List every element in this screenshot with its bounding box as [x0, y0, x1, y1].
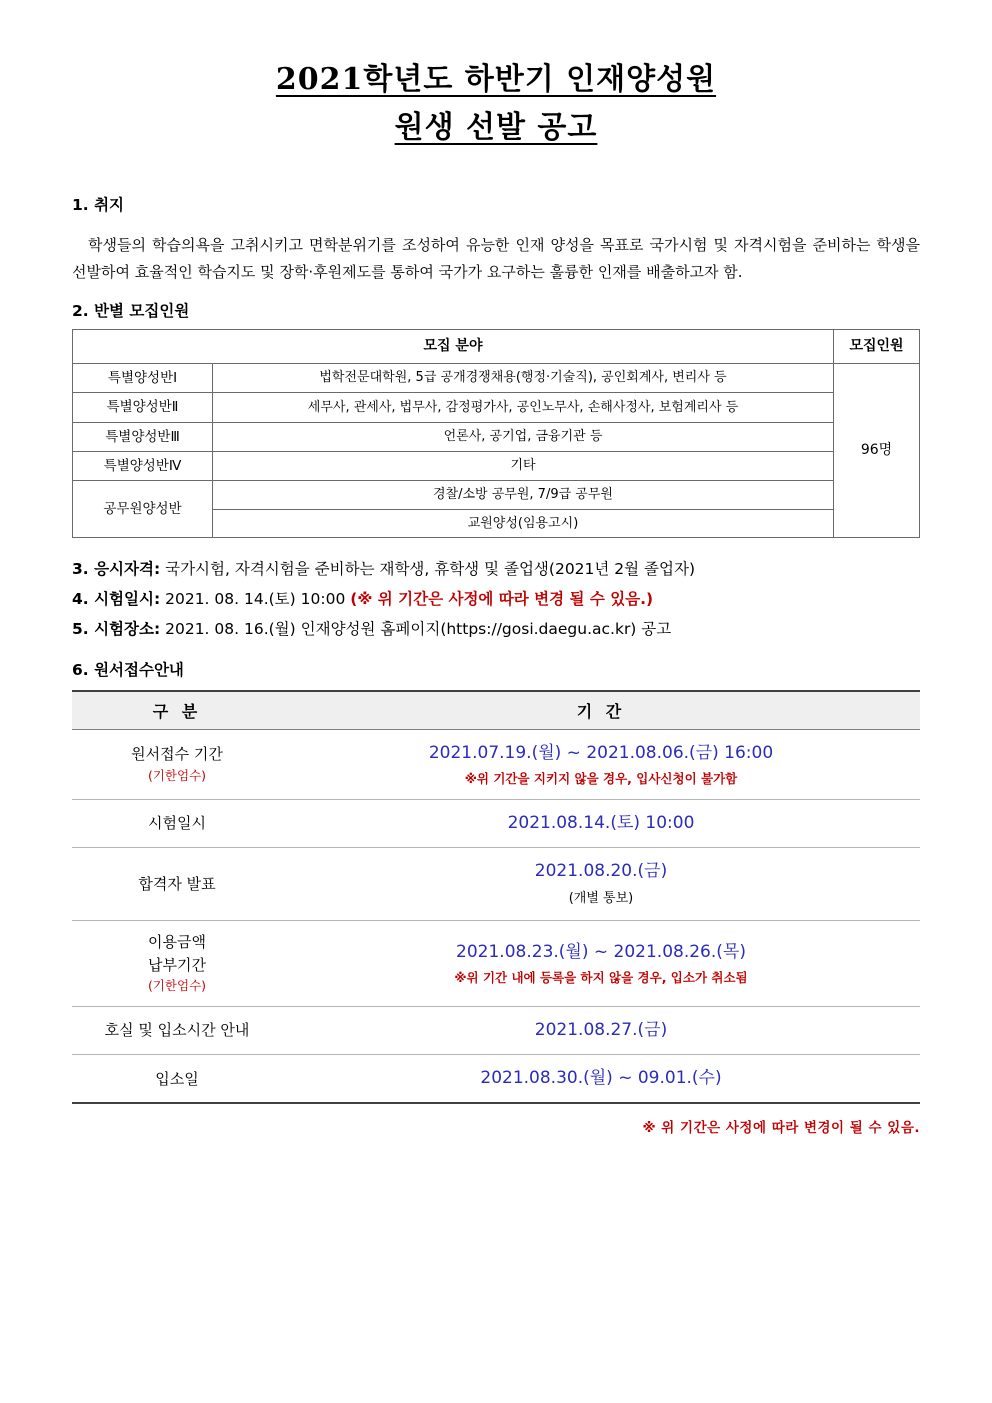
schedule-header-period: 기 간 [282, 691, 920, 730]
section-exam-datetime [72, 584, 920, 614]
schedule-period-text: 2021.08.23.(월) ~ 2021.08.26.(목) [456, 942, 746, 963]
table-row [72, 800, 920, 848]
table-row [72, 1055, 920, 1104]
section-application-heading: 6. 원서접수안내 [72, 660, 184, 679]
schedule-gubun [72, 848, 282, 921]
title-text-2: 원생 선발 공고 [394, 110, 598, 145]
schedule-gubun [72, 1055, 282, 1104]
section-exam-datetime-text: 2021. 08. 14.(토) 10:00 [165, 590, 346, 609]
quota-class: 특별양성반Ⅱ [73, 393, 213, 422]
quota-header-field: 모집 분야 [73, 330, 834, 364]
schedule-gubun-text: 합격자 발표 [138, 875, 216, 894]
section-quota-heading: 2. 반별 모집인원 [72, 301, 190, 320]
schedule-gubun-sub: (기한엄수) [147, 767, 207, 783]
title-text-1: 2021학년도 하반기 인재양성원 [275, 62, 717, 97]
schedule-gubun-text: 원서접수 기간 [131, 745, 223, 764]
table-row [73, 393, 920, 422]
schedule-gubun-text-line2: 납부기간 [148, 955, 206, 974]
quota-table-header-row [73, 330, 920, 364]
section-exam-place-label: 5. 시험장소: [72, 620, 161, 639]
schedule-header-gubun: 구 분 [72, 691, 282, 730]
quota-class: 특별양성반Ⅳ [73, 451, 213, 480]
table-row [73, 364, 920, 393]
schedule-period [282, 1007, 920, 1055]
quota-class: 특별양성반Ⅲ [73, 422, 213, 451]
table-row [72, 848, 920, 921]
schedule-period-text: 2021.08.14.(토) 10:00 [507, 813, 695, 834]
table-row [73, 481, 920, 510]
schedule-gubun [72, 729, 282, 799]
quota-field: 법학전문대학원, 5급 공개경쟁채용(행정·기술직), 공인회계사, 변리사 등 [213, 364, 834, 393]
quota-field: 경찰/소방 공무원, 7/9급 공무원 [213, 481, 834, 510]
schedule-period-text: 2021.07.19.(월) ~ 2021.08.06.(금) 16:00 [428, 742, 774, 763]
quota-field: 언론사, 공기업, 금융기관 등 [213, 422, 834, 451]
section-exam-place-text: 2021. 08. 16.(월) 인재양성원 홈페이지(https://gosi.daegu.ac.kr) 공고 [165, 620, 672, 639]
quota-class: 특별양성반Ⅰ [73, 364, 213, 393]
schedule-gubun [72, 800, 282, 848]
section-purpose-body: 학생들의 학습의욕을 고취시키고 면학분위기를 조성하여 유능한 인재 양성을 목표로 국가시험 및 자격시험을 준비하는 학생을 선발하여 효율적인 학습지도 및 장학·후원제도를 통하여 국가가 요구하는 훌륭한 인재를 배출하고자 함. [72, 236, 920, 281]
title-line-2 [72, 104, 920, 152]
schedule-gubun [72, 1007, 282, 1055]
quota-header-count: 모집인원 [834, 330, 920, 364]
section-eligibility [72, 554, 920, 584]
schedule-period-text: 2021.08.27.(금) [534, 1020, 668, 1041]
table-row [73, 451, 920, 480]
schedule-gubun-sub: (기한엄수) [147, 978, 207, 994]
section-eligibility-label: 3. 응시자격: [72, 560, 161, 578]
quota-field: 기타 [213, 451, 834, 480]
quota-table [72, 329, 920, 538]
schedule-period [282, 800, 920, 848]
section-exam-datetime-label: 4. 시험일시: [72, 590, 161, 609]
section-quota [72, 300, 920, 538]
table-row [72, 1007, 920, 1055]
quota-total-count: 96명 [834, 364, 920, 538]
section-eligibility-text: 국가시험, 자격시험을 준비하는 재학생, 휴학생 및 졸업생(2021년 2월 졸업자) [165, 560, 696, 578]
table-row [72, 729, 920, 799]
schedule-gubun-text: 입소일 [155, 1069, 199, 1088]
section-application-guide [72, 659, 920, 1137]
schedule-period [282, 1055, 920, 1104]
schedule-period-note2: (개별 통보) [568, 891, 634, 907]
schedule-table [72, 690, 920, 1104]
section-exam-datetime-note: (※ 위 기간은 사정에 따라 변경 될 수 있음.) [350, 590, 654, 609]
page-title [72, 56, 920, 152]
schedule-header-row [72, 691, 920, 730]
table-row [73, 422, 920, 451]
quota-field: 세무사, 관세사, 법무사, 감정평가사, 공인노무사, 손해사정사, 보험계리사 등 [213, 393, 834, 422]
schedule-gubun-text-line1: 이용금액 [148, 933, 206, 952]
schedule-gubun-text: 호실 및 입소시간 안내 [104, 1021, 250, 1040]
table-row [72, 921, 920, 1007]
quota-field: 교원양성(임용고시) [213, 509, 834, 538]
schedule-period-text: 2021.08.20.(금) [534, 861, 668, 882]
schedule-period-note: ※위 기간 내에 등록을 하지 않을 경우, 입소가 취소됨 [454, 970, 748, 986]
quota-class: 공무원양성반 [73, 481, 213, 538]
section-purpose [72, 194, 920, 285]
schedule-period-note: ※위 기간을 지키지 않을 경우, 입사신청이 불가함 [464, 771, 738, 787]
schedule-period [282, 729, 920, 799]
schedule-gubun-text: 시험일시 [148, 814, 206, 833]
schedule-period [282, 921, 920, 1007]
schedule-period-text: 2021.08.30.(월) ~ 09.01.(수) [480, 1068, 722, 1089]
section-exam-place [72, 614, 920, 644]
schedule-period [282, 848, 920, 921]
schedule-gubun [72, 921, 282, 1007]
section-purpose-heading: 1. 취지 [72, 196, 125, 214]
schedule-footnote: ※ 위 기간은 사정에 따라 변경이 될 수 있음. [642, 1120, 920, 1137]
title-line-1 [72, 56, 920, 104]
